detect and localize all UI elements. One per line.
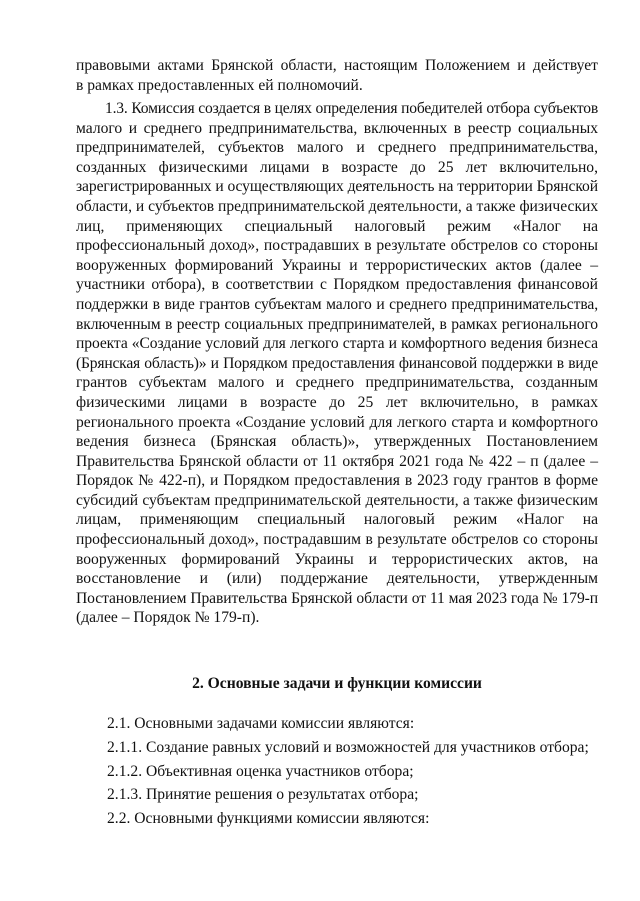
text-line: зарегистрированных и осуществляющих деятельность на территории Брянской	[76, 178, 598, 196]
text-line: профессиональный доход», пострадавших в результате обстрелов со стороны	[76, 237, 598, 255]
text-line: области, и субъектов предпринимательской деятельности, а также физических	[76, 197, 599, 215]
list-item: 2.1.1. Создание равных условий и возможностей для участников отбора;	[107, 738, 589, 756]
list-item: 2.1.2. Объективная оценка участников отбора;	[107, 762, 414, 780]
text-line: правовыми актами Брянской области, настоящим Положением и действует	[76, 57, 598, 74]
text-line: Постановлением Правительства Брянской области от 11 мая 2023 года № 179-п	[76, 589, 598, 607]
paragraph-1-3	[76, 99, 598, 628]
text-line: физическими лицами в возрасте до 25 лет включительно, в рамках	[76, 393, 598, 411]
list-item: 2.1. Основными задачами комиссии являются:	[107, 715, 415, 732]
text-line: профессиональный доход», пострадавшим в результате обстрелов со стороны	[76, 531, 598, 549]
text-line: Правительства Брянской области от 11 октября 2021 года № 422 – п (далее –	[76, 452, 598, 470]
text-line: включенным в реестр социальных предпринимателей, в рамках регионального	[76, 315, 598, 333]
text-line: лиц, применяющих специальный налоговый режим «Налог на	[76, 217, 598, 235]
text-line: участники отбора), в соответствии с Порядком предоставления финансовой	[76, 276, 598, 294]
text-line: 1.3. Комиссия создается в целях определения победителей отбора субъектов	[105, 100, 598, 117]
text-line: восстановление и (или) поддержание деятельности, утвержденным	[76, 570, 598, 588]
text-line: проекта «Создание условий для легкого старта и комфортного ведения бизнеса	[76, 335, 598, 353]
text-line: регионального проекта «Создание условий для легкого старта и комфортного	[76, 413, 598, 431]
text-line: (Брянская область)» и Порядком предоставления финансовой поддержки в виде	[76, 354, 598, 372]
list-item: 2.2. Основными функциями комиссии являются:	[107, 810, 430, 828]
text-line: созданных физическими лицами в возрасте до 25 лет включительно,	[76, 158, 598, 176]
text-line: субсидий субъектам предпринимательской деятельности, а также физическим	[76, 491, 598, 509]
text-line: малого и среднего предпринимательства, включенных в реестр социальных	[76, 119, 598, 137]
text-line: в рамках предоставленных ей полномочий.	[76, 76, 363, 94]
text-line: (далее – Порядок № 179-п).	[76, 609, 260, 627]
section-2-heading: 2. Основные задачи и функции комиссии	[192, 675, 482, 692]
text-line: Порядок № 422-п), и Порядком предоставления в 2023 году грантов в форме	[76, 472, 598, 490]
text-line: предпринимателей, субъектов малого и среднего предпринимательства,	[76, 139, 598, 157]
text-line: поддержки в виде грантов субъектам малого и среднего предпринимательства,	[76, 295, 598, 313]
list-item: 2.1.3. Принятие решения о результатах отбора;	[107, 786, 419, 804]
paragraph-intro	[76, 56, 598, 95]
text-line: лицам, применяющим специальный налоговый режим «Налог на	[76, 511, 598, 529]
section-2-items	[107, 712, 598, 831]
text-line: ведения бизнеса (Брянская область)», утвержденных Постановлением	[76, 433, 598, 451]
text-line: грантов субъектам малого и среднего предпринимательства, созданным	[76, 374, 598, 392]
text-line: вооруженных формирований Украины и террористических актов (далее –	[76, 256, 598, 274]
text-line: вооруженных формирований Украины и террористических актов, на	[76, 550, 598, 568]
